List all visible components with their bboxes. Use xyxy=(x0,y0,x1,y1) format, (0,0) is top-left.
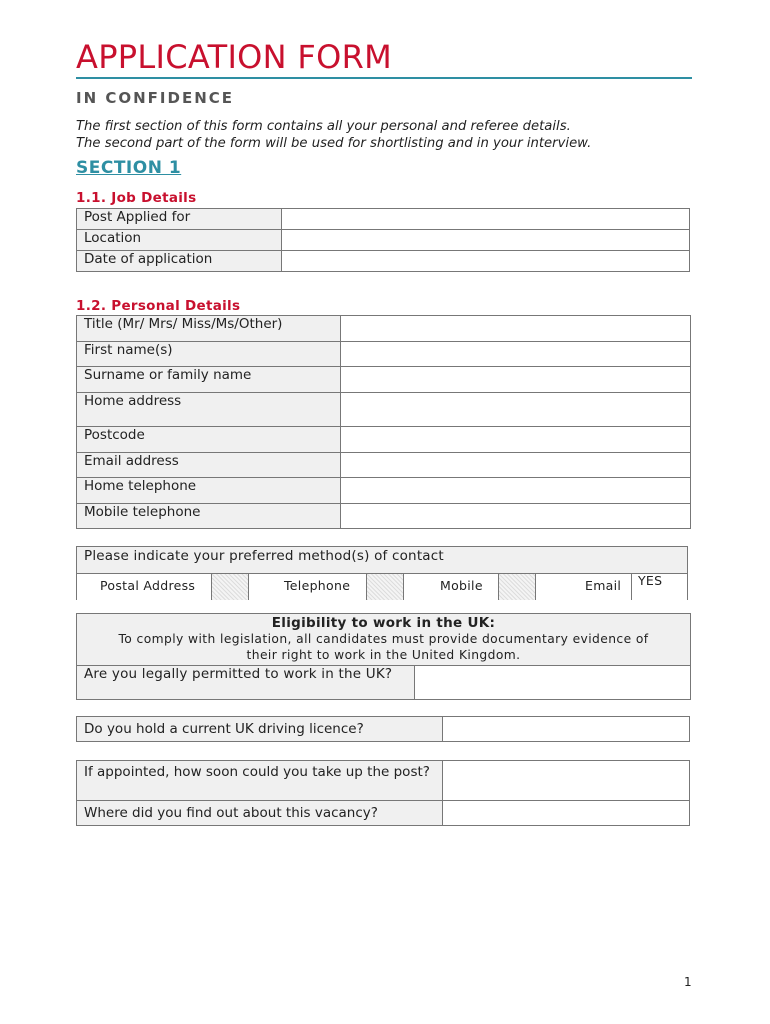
table-row xyxy=(77,666,690,699)
mobile-label: Mobile xyxy=(440,578,483,593)
driving-licence-field[interactable] xyxy=(443,717,690,742)
contact-options-row xyxy=(77,573,687,600)
work-permit-field[interactable] xyxy=(415,666,690,699)
mobile-checkbox[interactable] xyxy=(498,574,536,600)
email-option-label: Email xyxy=(585,578,622,593)
eligibility-title: Eligibility to work in the UK: xyxy=(271,615,496,631)
email-checkbox[interactable] xyxy=(631,574,632,600)
postcode-label: Postcode xyxy=(77,427,341,453)
page-title: APPLICATION FORM xyxy=(76,38,393,76)
home-telephone-label: Home telephone xyxy=(77,478,341,504)
location-field[interactable] xyxy=(282,230,690,251)
start-field[interactable] xyxy=(443,761,690,801)
page-number: 1 xyxy=(684,975,692,989)
title-divider xyxy=(76,77,692,79)
table-row xyxy=(77,342,691,367)
home-address-label: Home address xyxy=(77,393,341,427)
table-row xyxy=(77,478,691,504)
eligibility-text-line-2: their right to work in the United Kingdom. xyxy=(246,648,521,662)
email-field[interactable] xyxy=(341,453,691,478)
intro-line-2: The second part of the form will be used for shortlisting and in your interview. xyxy=(76,136,592,151)
job-details-heading: 1.1. Job Details xyxy=(76,190,197,206)
table-row xyxy=(77,427,691,453)
section-heading: SECTION 1 xyxy=(76,158,182,178)
mobile-telephone-field[interactable] xyxy=(341,504,691,529)
eligibility-box xyxy=(76,613,691,700)
table-row xyxy=(77,504,691,529)
table-row xyxy=(77,393,691,427)
yes-label: YES xyxy=(638,573,663,588)
table-row xyxy=(77,717,690,742)
table-row xyxy=(77,801,690,826)
table-row xyxy=(77,453,691,478)
eligibility-text-line-1: To comply with legislation, all candidates must provide documentary evidence of xyxy=(118,632,649,646)
personal-details-table xyxy=(76,315,691,529)
postcode-field[interactable] xyxy=(341,427,691,453)
contact-question: Please indicate your preferred method(s) of contact xyxy=(84,548,444,564)
eligibility-header xyxy=(77,614,690,666)
surname-field[interactable] xyxy=(341,367,691,393)
location-label: Location xyxy=(77,230,282,251)
table-row xyxy=(77,367,691,393)
postal-address-checkbox[interactable] xyxy=(211,574,249,600)
table-row xyxy=(77,209,690,230)
telephone-label: Telephone xyxy=(284,578,351,593)
post-applied-field[interactable] xyxy=(282,209,690,230)
first-name-label: First name(s) xyxy=(77,342,341,367)
home-address-field[interactable] xyxy=(341,393,691,427)
table-row xyxy=(77,761,690,801)
availability-table xyxy=(76,760,690,826)
vacancy-source-field[interactable] xyxy=(443,801,690,826)
driving-licence-question: Do you hold a current UK driving licence? xyxy=(77,717,443,742)
intro-line-1: The first section of this form contains all your personal and referee details. xyxy=(76,119,571,134)
mobile-telephone-label: Mobile telephone xyxy=(77,504,341,529)
job-details-table xyxy=(76,208,690,272)
driving-licence-table xyxy=(76,716,690,742)
table-row xyxy=(77,251,690,272)
table-row xyxy=(77,316,691,342)
date-of-application-label: Date of application xyxy=(77,251,282,272)
telephone-checkbox[interactable] xyxy=(366,574,404,600)
email-label: Email address xyxy=(77,453,341,478)
work-permit-question: Are you legally permitted to work in the UK? xyxy=(77,666,415,699)
title-field[interactable] xyxy=(341,316,691,342)
table-row xyxy=(77,230,690,251)
first-name-field[interactable] xyxy=(341,342,691,367)
postal-address-label: Postal Address xyxy=(100,578,196,593)
confidence-label: IN CONFIDENCE xyxy=(76,89,235,107)
surname-label: Surname or family name xyxy=(77,367,341,393)
post-applied-label: Post Applied for xyxy=(77,209,282,230)
date-of-application-field[interactable] xyxy=(282,251,690,272)
personal-details-heading: 1.2. Personal Details xyxy=(76,298,241,314)
start-question: If appointed, how soon could you take up the post? xyxy=(77,761,443,801)
home-telephone-field[interactable] xyxy=(341,478,691,504)
vacancy-source-question: Where did you find out about this vacancy? xyxy=(77,801,443,826)
contact-preference-box xyxy=(76,546,688,600)
intro-text xyxy=(76,118,591,152)
title-label: Title (Mr/ Mrs/ Miss/Ms/Other) xyxy=(77,316,341,342)
